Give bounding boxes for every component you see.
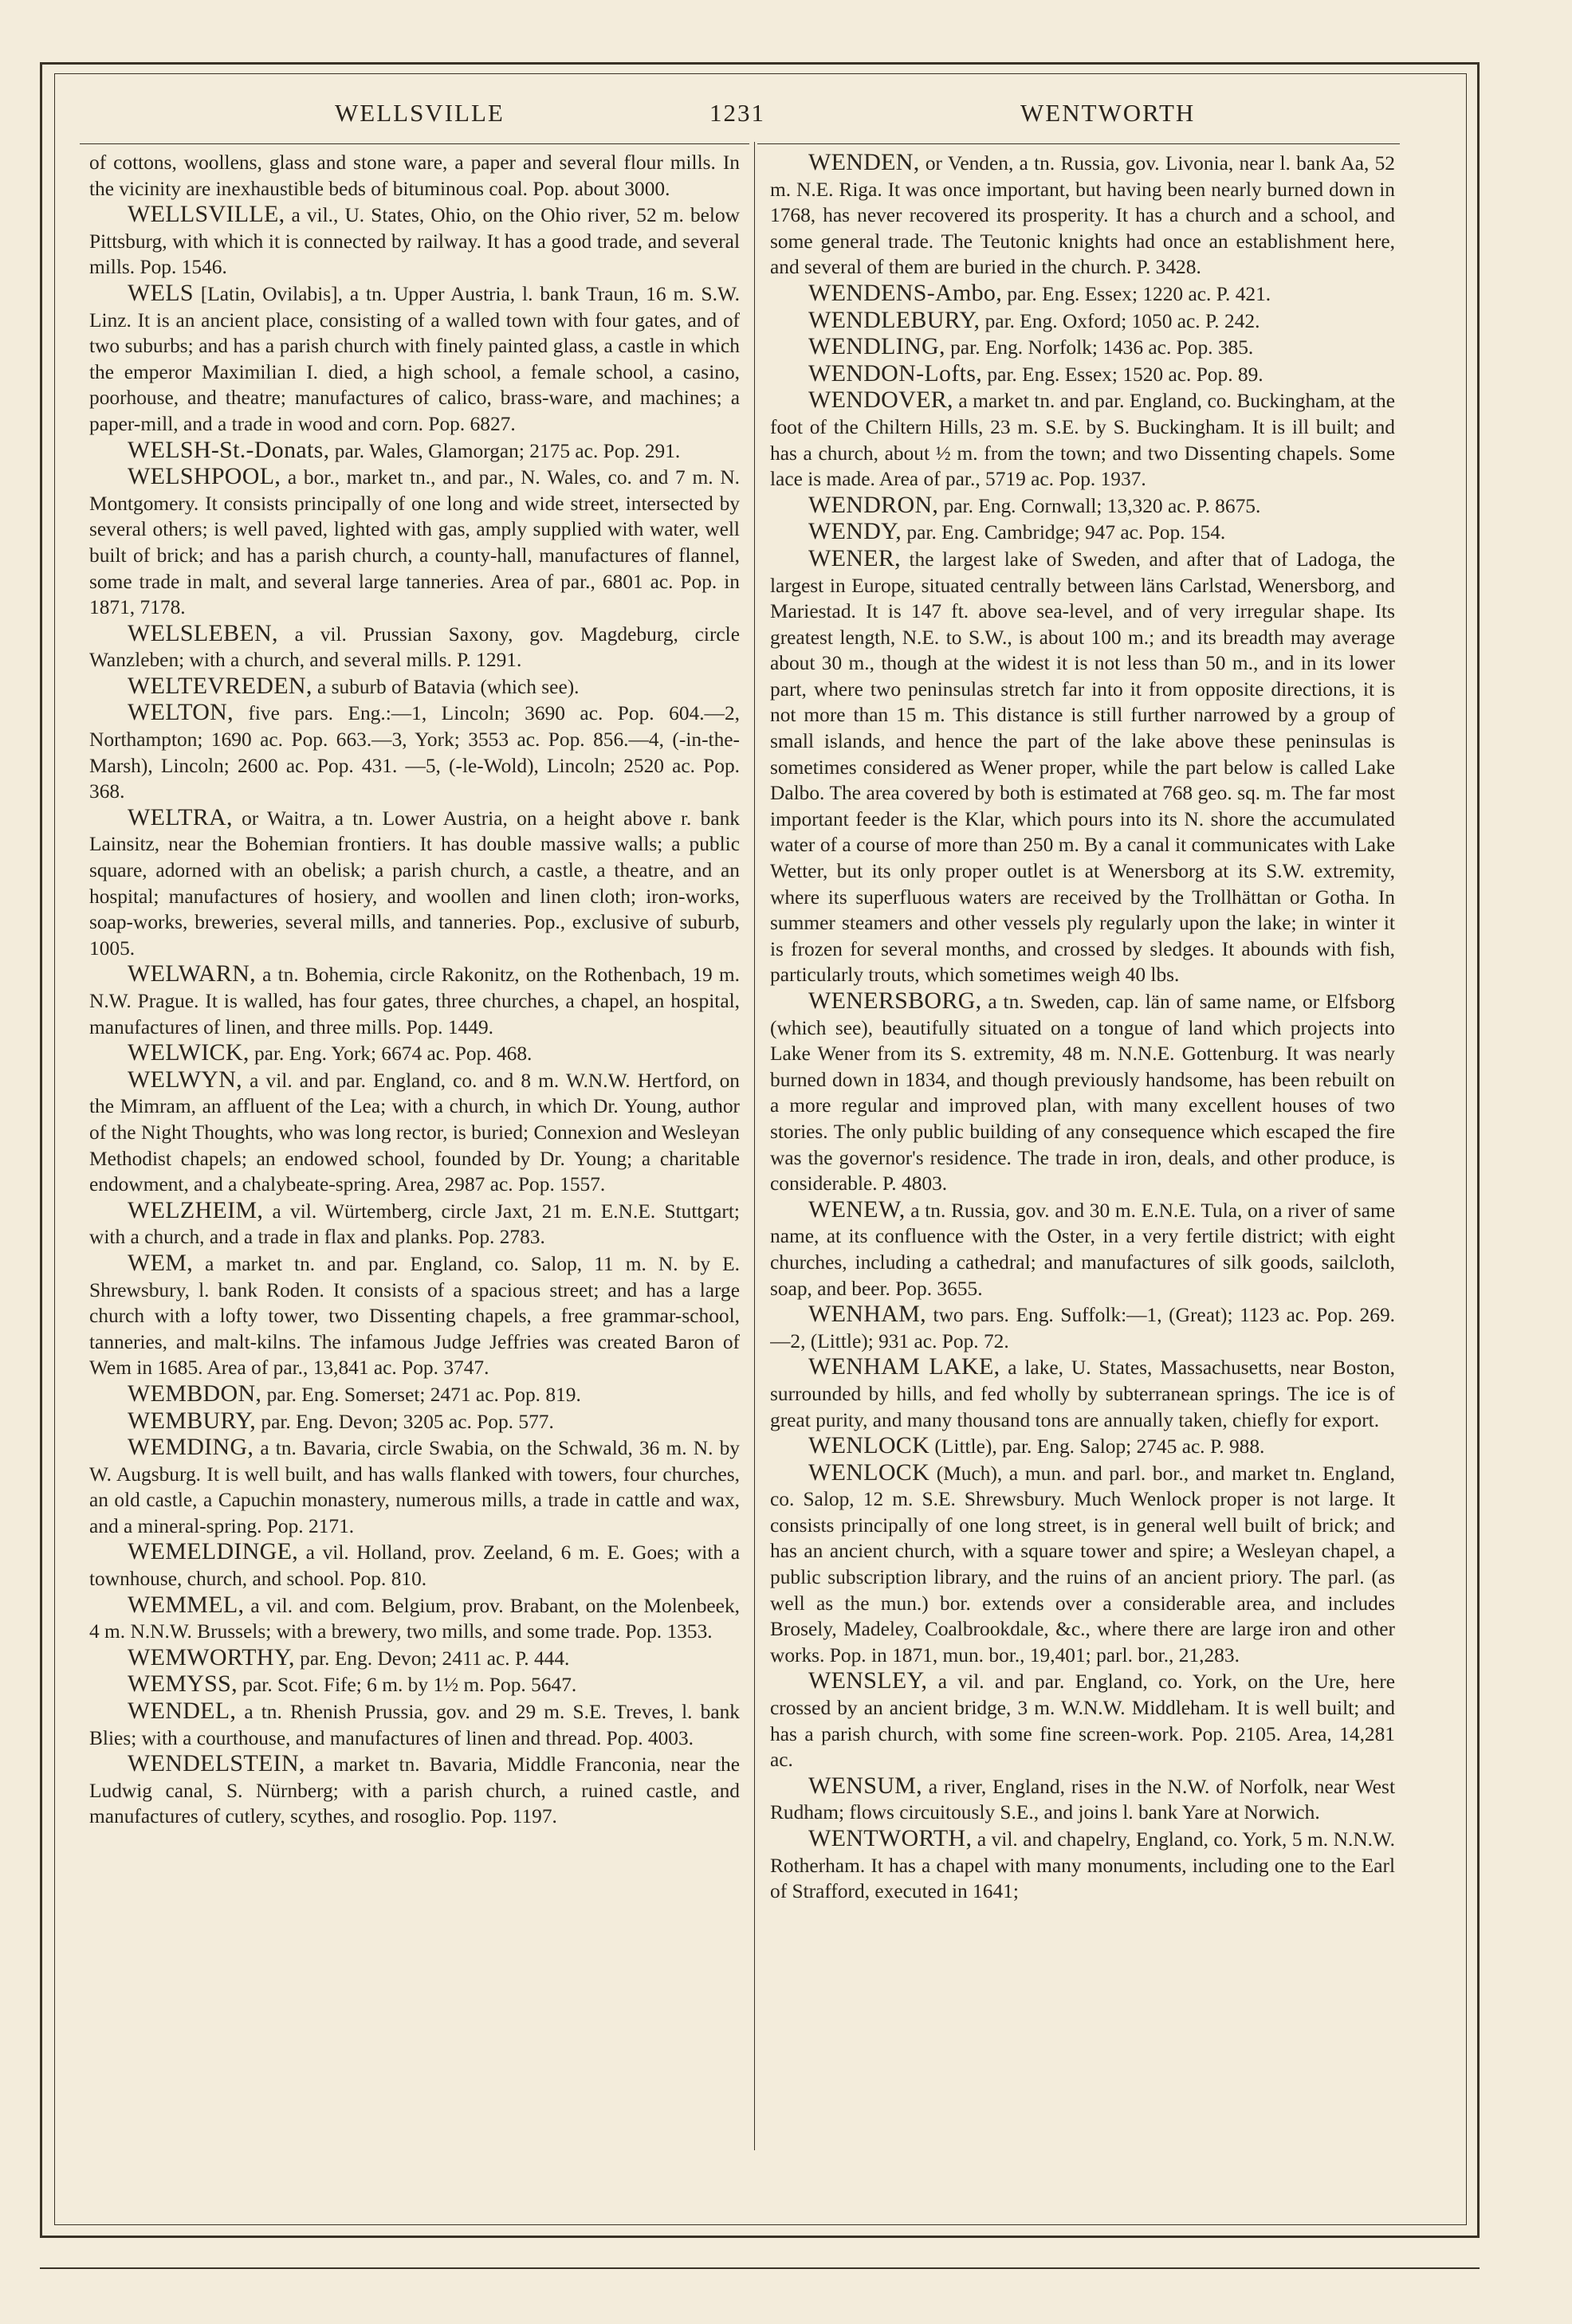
gazetteer-entry (89, 1198, 740, 1250)
entry-text: par. Eng. Somerset; 2471 ac. Pop. 819. (261, 1383, 581, 1406)
gazetteer-entry (770, 1773, 1395, 1826)
entry-headword: WELSH-St.-Donats, (128, 436, 330, 463)
gazetteer-entry (770, 493, 1395, 520)
gazetteer-entry (770, 334, 1395, 361)
entry-headword: WENDENS-Ambo, (808, 279, 1003, 306)
entry-headword: WENLOCK (808, 1458, 930, 1486)
entry-text: par. Eng. Essex; 1220 ac. P. 421. (1002, 282, 1271, 305)
entry-text: a lake, U. States, Massachusetts, near Boston, surrounded by hills, and fed wholly by subterranean springs. The ice is of great purity, and many thousand tons are annually taken, chiefly for export. (770, 1356, 1395, 1431)
entry-text: par. Eng. Norfolk; 1436 ac. Pop. 385. (945, 336, 1254, 359)
gazetteer-entry (770, 988, 1395, 1197)
entry-headword: WENTWORTH, (808, 1825, 973, 1851)
entry-text: a river, England, rises in the N.W. of Norfolk, near West Rudham; flows circuitously S.E., and joins l. bank Yare at Norwich. (770, 1775, 1395, 1824)
entry-text: a tn. Russia, gov. and 30 m. E.N.E. Tula, on a river of same name, at its confluence with the Oster, in a very fertile district; with eight churches, including a cathedral; and manufactures of silk goods, sailcloth, soap, and beer. Pop. 3655. (770, 1199, 1395, 1300)
header-right-guideword: WENTWORTH (1020, 99, 1196, 127)
entry-headword: WENHAM LAKE, (808, 1353, 1000, 1380)
entry-headword: WENHAM, (808, 1301, 926, 1328)
entry-text: a vil. Holland, prov. Zeeland, 6 m. E. Goes; with a townhouse, church, and school. Pop. 810. (89, 1541, 740, 1591)
right-column (770, 150, 1395, 2158)
gazetteer-entry (89, 1698, 740, 1751)
entry-text: a vil. and par. England, co. and 8 m. W.N.W. Hertford, on the Mimram, an affluent of the Lea; with a church, in which Dr. Young, author of the Night Thoughts, who was long rector, is buried; Connexion and Wesleyan Methodist chapels; an endowed school, founded by Dr. Young; a charitable endowment, and a chalybeate-spring. Area, 2987 ac. Pop. 1557. (89, 1069, 740, 1196)
entry-text: par. Eng. Cambridge; 947 ac. Pop. 154. (902, 521, 1226, 544)
gazetteer-entry (89, 1645, 740, 1672)
entry-text: par. Eng. Cornwall; 13,320 ac. P. 8675. (938, 494, 1261, 517)
entry-text: a vil. and com. Belgium, prov. Brabant, on the Molenbeek, 4 m. N.N.W. Brussels; with a brewery, two mills, and some trade. Pop. 1353. (89, 1594, 740, 1643)
entry-text: a tn. Sweden, cap. län of same name, or Elfsborg (which see), beautifully situated on a tongue of land which projects into Lake Wener from its S. extremity, 48 m. N.N.E. Gottenburg. It was nearly burned down in 1834, and though previously handsome, has been rebuilt on a more regular and improved plan, with many excellent houses of two stories. The only public building of any consequence which escaped the fire was the governor's residence. The trade in iron, deals, and other produce, is considerable. P. 4803. (770, 991, 1395, 1195)
gazetteer-entry (89, 202, 740, 281)
entry-text: (Little), par. Eng. Salop; 2745 ac. P. 988. (929, 1435, 1265, 1458)
header-rule-right (757, 143, 1400, 144)
entry-text: a market tn. Bavaria, Middle Franconia, near the Ludwig canal, S. Nürnberg; with a parish church, a ruined castle, and manufactures of cutlery, scythes, and rosoglio. Pop. 1197. (89, 1753, 740, 1828)
header-left-guideword: WELLSVILLE (335, 99, 505, 127)
entry-text: five pars. Eng.:—1, Lincoln; 3690 ac. Pop. 604.—2, Northampton; 1690 ac. Pop. 663.—3, York; 3553 ac. Pop. 856.—4, (-in-the-Marsh), Lincoln; 2600 ac. Pop. 431. —5, (-le-Wold), Lincoln; 2520 ac. Pop. 368. (89, 702, 740, 803)
entry-text: par. Scot. Fife; 6 m. by 1½ m. Pop. 5647. (237, 1674, 577, 1697)
gazetteer-entry (89, 1408, 740, 1435)
gazetteer-entry (770, 1826, 1395, 1905)
entry-headword: WELSLEBEN, (128, 619, 278, 646)
entry-headword: WEMBURY, (128, 1407, 257, 1434)
entry-text: or Venden, a tn. Russia, gov. Livonia, near l. bank Aa, 52 m. N.E. Riga. It was once important, but having been nearly burned down in 1768, has never recovered its prosperity. It has a church and a school, and some general trade. The Teutonic knights had once an establishment here, and several of them are buried in the church. P. 3428. (770, 152, 1395, 279)
entry-text: par. Eng. York; 6674 ac. Pop. 468. (249, 1042, 533, 1066)
entry-headword: WEM, (128, 1249, 194, 1276)
entry-text: par. Wales, Glamorgan; 2175 ac. Pop. 291. (329, 439, 681, 462)
entry-headword: WENSLEY, (808, 1667, 928, 1694)
gazetteer-entry (770, 1301, 1395, 1354)
gazetteer-entry (770, 1460, 1395, 1669)
entry-text: a tn. Bavaria, circle Swabia, on the Schwald, 36 m. N. by W. Augsburg. It is well built, and has walls flanked with towers, four churches, an old castle, a Capuchin monastery, numerous mills, a trade in cattle and wax, and a mineral-spring. Pop. 2171. (89, 1437, 740, 1537)
gazetteer-entry (89, 673, 740, 701)
entry-headword: WENDEN, (808, 150, 920, 175)
entry-headword: WEMMEL, (128, 1591, 245, 1618)
entry-text: a market tn. and par. England, co. Buckingham, at the foot of the Chiltern Hills, 23 m. S.E. by S. Buckingham. It is ill built; and has a church, about ½ m. from the town; and two Dissenting chapels. Some lace is made. Area of par., 5719 ac. Pop. 1937. (770, 390, 1395, 491)
gazetteer-entry (89, 1381, 740, 1408)
entry-headword: WELLSVILLE, (128, 201, 285, 228)
entry-headword: WELSHPOOL, (128, 463, 281, 490)
entry-text: par. Eng. Oxford; 1050 ac. P. 242. (980, 309, 1260, 332)
entry-headword: WEMYSS, (128, 1670, 238, 1698)
entry-headword: WENERSBORG, (808, 987, 982, 1014)
entry-text: the largest lake of Sweden, and after that of Ladoga, the largest in Europe, situated centrally between läns Carlstad, Wenersborg, and Mariestad. It is 147 ft. above sea-level, and of very irregular shape. Its greatest length, N.E. to S.W., is about 100 m.; and its breadth may average about 30 m., though at the widest it is not less than 50 m., and in its lower part, where two peninsulas stretch far into it from opposite directions, it is not more than 15 m. This distance is still further narrowed by a group of small islands, and hence the part of the lake above these peninsulas is sometimes considered as Wener proper, while the part below is called Lake Dalbo. The area covered by both is estimated at 768 geo. sq. m. The far most important feeder is the Klar, which pours into its N. shore the accumulated water of a course of more than 250 m. By a canal it communicates with Lake Wetter, but its only proper outlet is at Wenersborg at its S.W. extremity, where its superfluous waters are received by the Trollhättan or Gotha. In summer steamers and other vessels ply regularly upon the lake; in winter it is frozen for several months, and crossed by sledges. It abounds with fish, particularly trouts, which sometimes weigh 40 lbs. (770, 548, 1395, 987)
entry-text: two pars. Eng. Suffolk:—1, (Great); 1123 ac. Pop. 269.—2, (Little); 931 ac. Pop. 72. (770, 1304, 1395, 1352)
left-column (89, 150, 740, 2158)
gazetteer-entry (770, 150, 1395, 281)
gazetteer-entry (89, 1040, 740, 1067)
entry-headword: WELWICK, (128, 1039, 250, 1066)
entry-headword: WELWARN, (128, 960, 256, 987)
entry-text: (Much), a mun. and parl. bor., and market tn. England, co. Salop, 12 m. S.E. Shrewsbury. Much Wenlock proper is not large. It consists principally of one long street, is in general well built of brick; and has an ancient church, with a square tower and spire; a Wesleyan chapel, a public subscription library, and the ruins of an ancient priory. The parl. (as well as the mun.) bor. extends over a considerable area, and includes Brosely, Madeley, Coalbrookdale, &c., where there are large iron and other works. Pop. in 1871, mun. bor., 19,401; parl. bor., 21,283. (770, 1462, 1395, 1666)
entry-text: a vil. Würtemberg, circle Jaxt, 21 m. E.N.E. Stuttgart; with a church, and a trade in flax and planks. Pop. 2783. (89, 1199, 740, 1249)
gazetteer-entry (89, 150, 740, 202)
gazetteer-entry (89, 700, 740, 804)
column-divider (754, 142, 755, 2150)
entry-text: a vil. and chapelry, England, co. York, 5 m. N.N.W. Rotherham. It has a chapel with many monuments, including one to the Earl of Strafford, executed in 1641; (770, 1828, 1395, 1903)
gazetteer-entry (89, 1751, 740, 1830)
gazetteer-entry (89, 1067, 740, 1198)
gazetteer-entry (770, 1197, 1395, 1301)
entry-headword: WENLOCK (808, 1432, 930, 1459)
gazetteer-entry (770, 281, 1395, 308)
gazetteer-entry (770, 1668, 1395, 1772)
entry-text: a suburb of Batavia (which see). (312, 675, 580, 698)
gazetteer-entry (770, 546, 1395, 988)
entry-headword: WELTON, (128, 699, 234, 726)
entry-text: of cottons, woollens, glass and stone ware, a paper and several flour mills. In the vicinity are inexhaustible beds of bituminous coal. Pop. about 3000. (89, 151, 740, 200)
entry-text: a bor., market tn., and par., N. Wales, co. and 7 m. N. Montgomery. It consists principally of one long and wide street, intersected by several others; is well paved, lighted with gas, amply supplied with water, well built of brick; and has a parish church, a county-hall, manufactures of flannel, some trade in malt, and several large tanneries. Area of par., 6801 ac. Pop. in 1871, 7178. (89, 466, 740, 619)
entry-headword: WENDLEBURY, (808, 306, 981, 333)
entry-text: or Waitra, a tn. Lower Austria, on a height above r. bank Lainsitz, near the Bohemian frontiers. It has double massive walls; a public square, adorned with an obelisk; a parish church, a castle, a theatre, and an hospital; manufactures of hosiery, and woollen and linen cloth; iron-works, soap-works, breweries, several mills, and tanneries. Pop., exclusive of suburb, 1005. (89, 807, 740, 960)
entry-text: a vil., U. States, Ohio, on the Ohio river, 52 m. below Pittsburg, with which it is connected by railway. It has a good trade, and several mills. Pop. 1546. (89, 204, 740, 279)
entry-text: a vil. Prussian Saxony, gov. Magdeburg, circle Wanzleben; with a church, and several mills. P. 1291. (89, 622, 740, 672)
entry-headword: WELWYN, (128, 1066, 242, 1093)
gazetteer-entry (89, 438, 740, 465)
gazetteer-entry (89, 464, 740, 621)
entry-headword: WELTRA, (128, 803, 233, 830)
gazetteer-entry (89, 1250, 740, 1381)
entry-text: a tn. Rhenish Prussia, gov. and 29 m. S.E. Treves, l. bank Blies; with a courthouse, and manufactures of linen and thread. Pop. 4003. (89, 1701, 740, 1749)
gazetteer-entry (89, 805, 740, 962)
entry-headword: WENSUM, (808, 1772, 922, 1799)
entry-text: par. Eng. Devon; 2411 ac. P. 444. (294, 1647, 570, 1670)
entry-headword: WENDRON, (808, 491, 939, 518)
page-bottom-rule (40, 2267, 1480, 2269)
entry-headword: WENDOVER, (808, 387, 953, 414)
gazetteer-entry (770, 519, 1395, 546)
entry-headword: WELTEVREDEN, (128, 672, 312, 699)
entry-headword: WENEW, (808, 1195, 906, 1223)
entry-headword: WEMWORTHY, (128, 1643, 295, 1670)
gazetteer-entry (770, 308, 1395, 335)
entry-headword: WELS (128, 279, 194, 306)
entry-headword: WEMELDINGE, (128, 1538, 299, 1565)
entry-headword: WENDELSTEIN, (128, 1750, 305, 1777)
page-number: 1231 (709, 99, 765, 127)
gazetteer-entry (770, 387, 1395, 492)
gazetteer-entry (89, 1592, 740, 1645)
entry-headword: WENER, (808, 544, 901, 571)
entry-headword: WENDEL, (128, 1698, 237, 1725)
gazetteer-entry (89, 1539, 740, 1592)
entry-text: a tn. Bohemia, circle Rakonitz, on the Rothenbach, 19 m. N.W. Prague. It is walled, has four gates, three churches, a chapel, an hospital, manufactures of linen, and three mills. Pop. 1449. (89, 964, 740, 1038)
entry-headword: WENDON-Lofts, (808, 359, 983, 387)
gazetteer-entry (89, 281, 740, 438)
gazetteer-entry (770, 1433, 1395, 1460)
header-rule-left (80, 143, 749, 144)
running-header (80, 99, 1387, 131)
entry-headword: WENDLING, (808, 333, 945, 360)
entry-text: a vil. and par. England, co. York, on the Ure, here crossed by an ancient bridge, 3 m. W.N.W. Middleham. It is well built; and has a parish church, with some fine screen-work. Pop. 2105. Area, 14,281 ac. (770, 1670, 1395, 1772)
entry-headword: WEMBDON, (128, 1380, 262, 1407)
entry-text: [Latin, Ovilabis], a tn. Upper Austria, l. bank Traun, 16 m. S.W. Linz. It is an ancient place, consisting of a walled town with four gates, and of two suburbs; and has a parish church with finely painted glass, a castle in which the emperor Maximilian I. died, a high school, a female school, a casino, poorhouse, and theatre; manufactures of calico, brass-ware, and machines; a paper-mill, and a trade in wood and corn. Pop. 6827. (89, 282, 740, 435)
gazetteer-entry (89, 961, 740, 1040)
entry-text: par. Eng. Essex; 1520 ac. Pop. 89. (982, 363, 1263, 386)
gazetteer-entry (770, 361, 1395, 388)
gazetteer-entry (89, 1435, 740, 1539)
entry-text: a market tn. and par. England, co. Salop, 11 m. N. by E. Shrewsbury, l. bank Roden. It consists of a spacious street; and has a large church with a lofty tower, two Dissenting chapels, a free grammar-school, tanneries, and malt-kilns. The infamous Judge Jeffries was created Baron of Wem in 1685. Area of par., 13,841 ac. Pop. 3747. (89, 1252, 740, 1380)
entry-headword: WELZHEIM, (128, 1196, 264, 1223)
entry-text: par. Eng. Devon; 3205 ac. Pop. 577. (256, 1410, 554, 1433)
gazetteer-entry (89, 1671, 740, 1698)
entry-headword: WEMDING, (128, 1434, 254, 1461)
gazetteer-entry (770, 1354, 1395, 1433)
gazetteer-entry (89, 621, 740, 673)
entry-headword: WENDY, (808, 518, 902, 545)
